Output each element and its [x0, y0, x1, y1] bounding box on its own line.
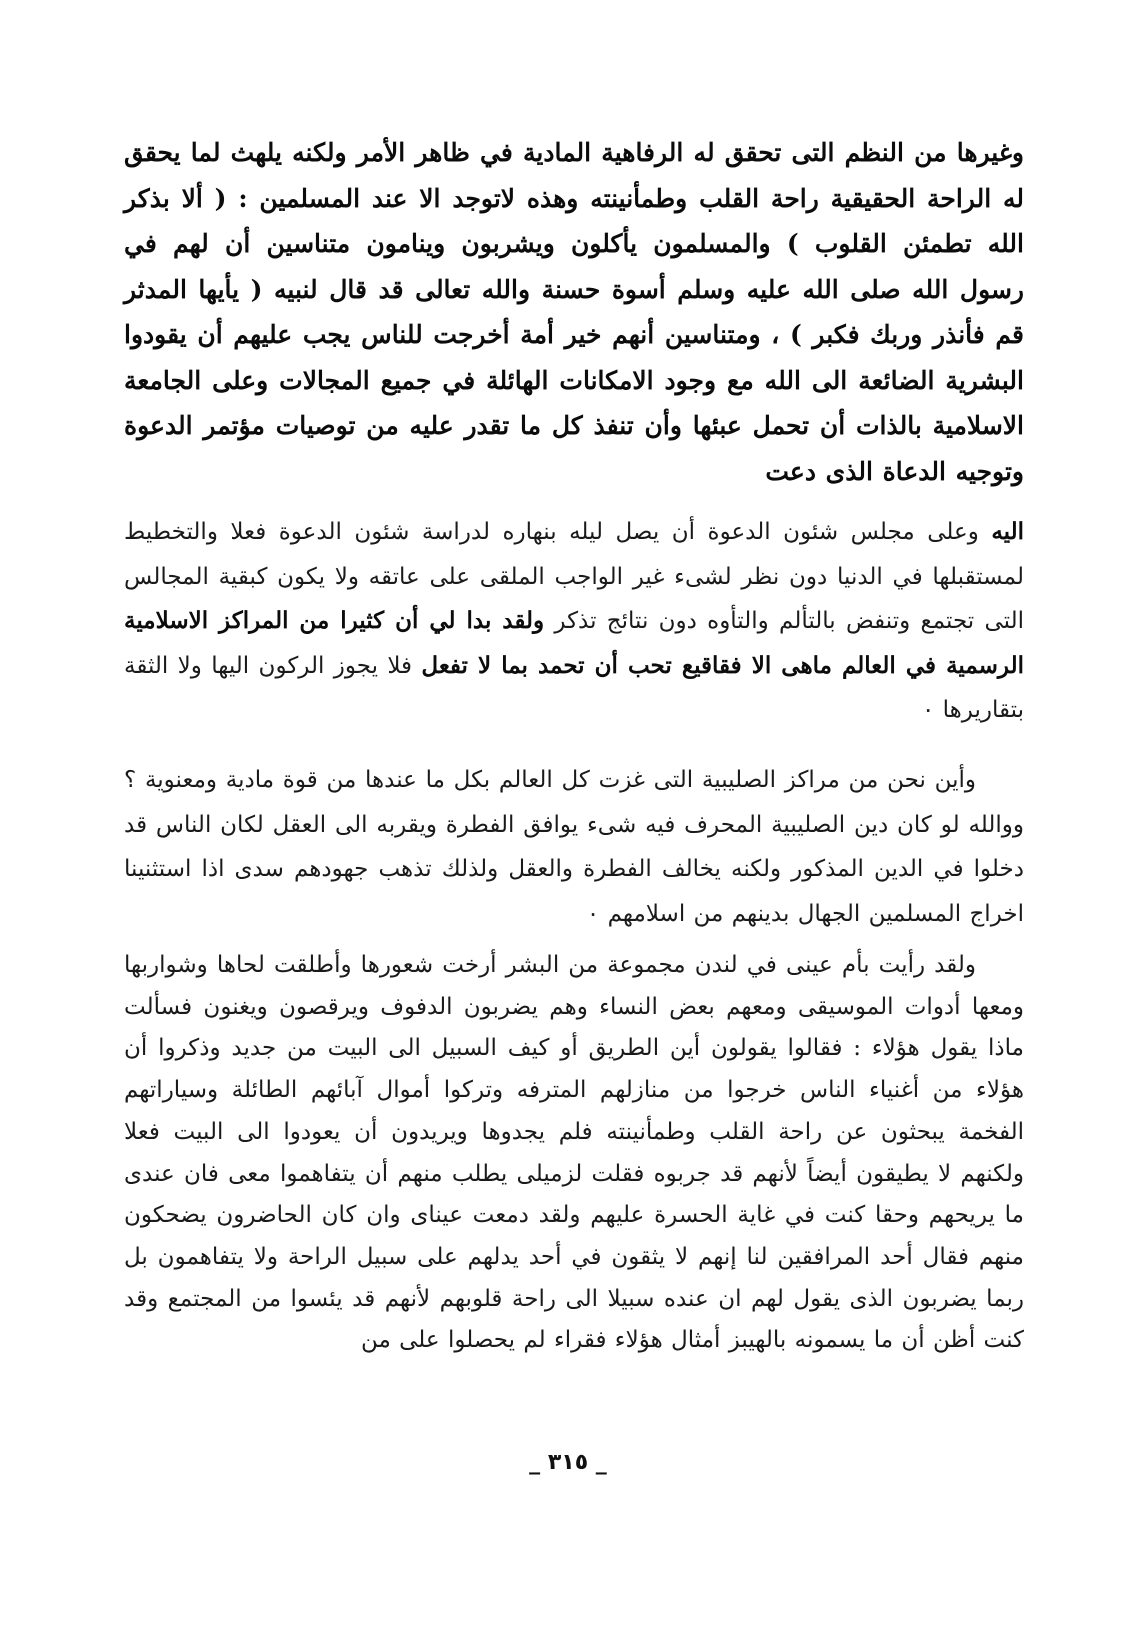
paragraph-2: وأين نحن من مراكز الصليبية التى غزت كل العالم بكل ما عندها من قوة مادية ومعنوية ؟ ووالله لو كان دين الصليبية المحرف فيه شىء يوافق الفطرة ويقربه الى العقل لكان الناس قد دخلوا في الدين المذكور ولكنه يخالف الفطرة والعقل ولذلك تذهب جهودهم سدى اذا استثنينا اخراج المسلمين الجهال بدينهم من اسلامهم ٠: [124, 767, 1024, 927]
paragraph-1-body: وعلى مجلس شئون الدعوة أن يصل ليله بنهاره لدراسة شئون الدعوة فعلا والتخطيط لمستقبلها في الدنيا دون نظر لشىء غير الواجب الملقى على عاتقه ولا يكون كبقية المجالس التى تجتمع وتنفض بالتألم والتأوه دون نتائج تذكر: [124, 519, 1024, 634]
bold-paragraph-text: وغيرها من النظم التى تحقق له الرفاهية المادية في ظاهر الأمر ولكنه يلهث لما يحقق له الراحة الحقيقية راحة القلب وطمأنينته وهذه لاتوجد الا عند المسلمين : ( ألا بذكر الله تطمئن القلوب ) والمسلمون يأكلون ويشربون وينامون متناسين أن لهم في رسول الله صلى الله عليه وسلم أسوة حسنة والله تعالى قد قال لنبيه ( يأيها المدثر قم فأنذر وربك فكبر ) ، ومتناسين أنهم خير أمة أخرجت للناس يجب عليهم أن يقودوا البشرية الضائعة الى الله مع وجود الامكانات الهائلة في جميع المجالات وعلى الجامعة الاسلامية بالذات أن تحمل عبئها وأن تنفذ كل ما تقدر عليه من توصيات مؤتمر الدعوة وتوجيه الدعاة الذى دعت: [124, 138, 1024, 486]
paragraph-1-opening: اليه: [991, 518, 1024, 545]
paragraph-1: [124, 510, 1024, 733]
page-number: _ ٣١٥ _: [529, 1450, 607, 1475]
paragraph-1-emphasis: ولقد بدا لي أن كثيرا من المراكز الاسلامية الرسمية في العالم ماهى الا فقاقيع تحب أن تحمد بما لا تفعل: [124, 607, 1024, 679]
paragraph-3: ولقد رأيت بأم عينى في لندن مجموعة من البشر أرخت شعورها وأطلقت لحاها وشواربها ومعها أدوات الموسيقى ومعهم بعض النساء وهم يضربون الدفوف ويرقصون ويغنون فسألت ماذا يقول هؤلاء : فقالوا يقولون أين الطريق أو كيف السبيل الى البيت من جديد وذكروا أن هؤلاء من أغنياء الناس خرجوا من منازلهم المترفه وتركوا أموال آبائهم الطائلة وسياراتهم الفخمة يبحثون عن راحة القلب وطمأنينته فلم يجدوها ويريدون أن يعودوا الى البيت فعلا ولكنهم لا يطيقون أيضاً لأنهم قد جربوه فقلت لزميلى يطلب منهم أن يتفاهموا معى فان عندى ما يريحهم وحقا كنت في غاية الحسرة عليهم ولقد دمعت عيناى وان كان الحاضرون يضحكون منهم فقال أحد المرافقين لنا إنهم لا يثقون في أحد يدلهم على سبيل الراحة ولا يتفاهمون بل ربما يضربون الذى يقول لهم ان عنده سبيلا الى راحة قلوبهم لأنهم قد يئسوا من المجتمع وقد كنت أظن أن ما يسمونه بالهيبز أمثال هؤلاء فقراء لم يحصلوا على من: [124, 952, 1024, 1354]
bold-paragraph: [124, 130, 1024, 494]
paragraph-1-ending: فلا يجوز الركون اليها ولا الثقة بتقاريرها ٠: [124, 652, 1024, 723]
